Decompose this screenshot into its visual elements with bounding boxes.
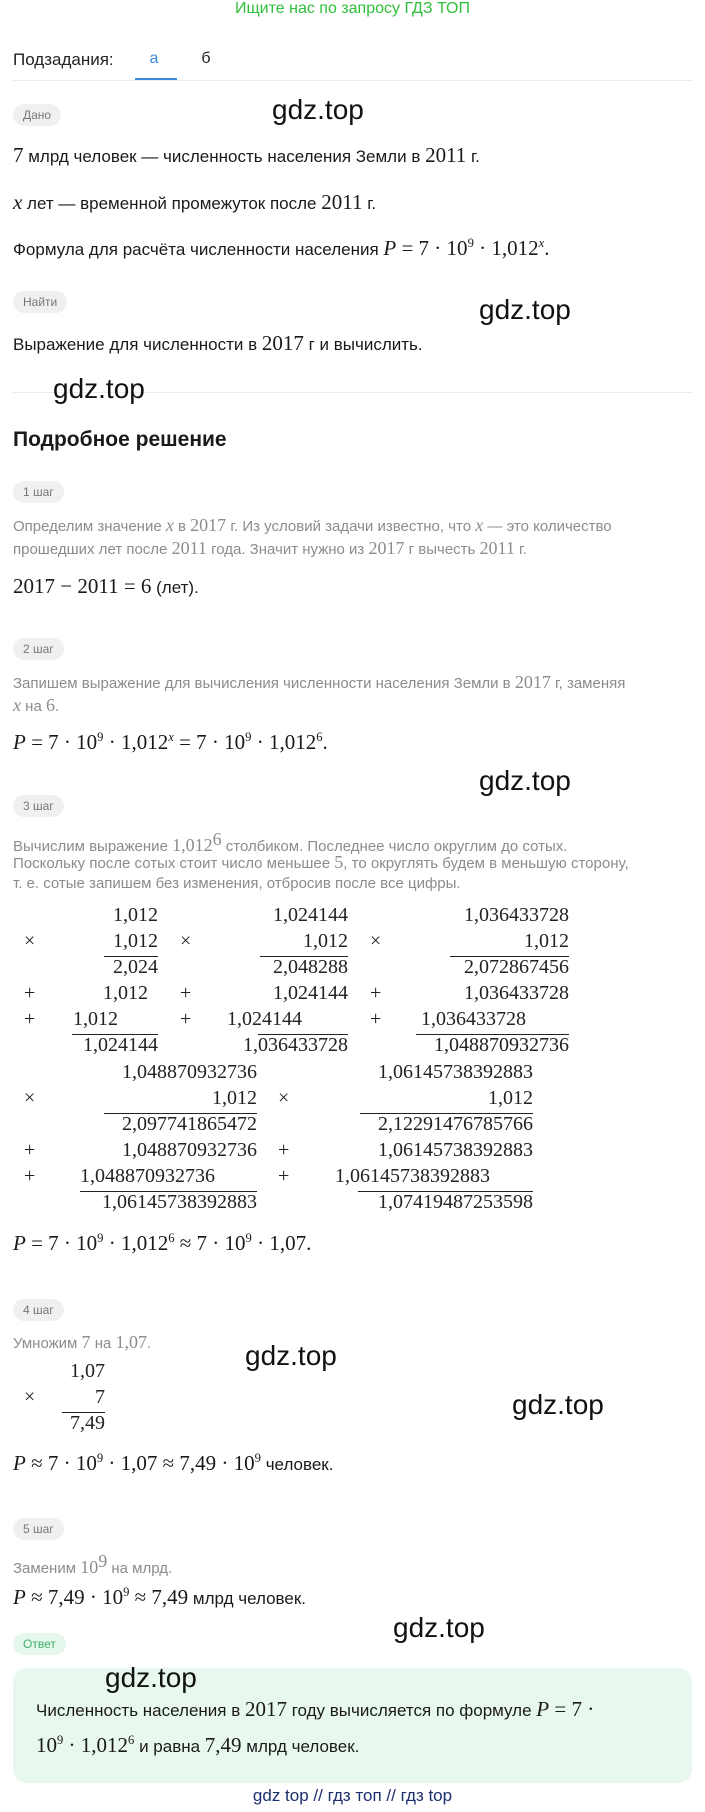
- plus-sign: +: [24, 982, 36, 1004]
- watermark: gdz.top: [479, 765, 571, 796]
- calc-5-sum: 1,07419487253598: [378, 1191, 533, 1213]
- calc-5-shift-2: 1,06145738392883: [335, 1165, 490, 1187]
- step-2-line-2: x на 6.: [13, 695, 60, 715]
- calc-3-factor-b: 1,012: [524, 930, 569, 952]
- step-4-badge: 4 шаг: [13, 1299, 64, 1321]
- calc-6-factor-a: 1,07: [70, 1360, 105, 1382]
- watermark: gdz.top: [245, 1340, 337, 1371]
- times-sign: ×: [24, 1386, 36, 1408]
- watermark: gdz.top: [272, 94, 364, 125]
- watermark: gdz.top: [512, 1389, 604, 1420]
- calc-3-shift-1: 1,036433728: [464, 982, 569, 1004]
- calc-4-partial: 2,097741865472: [122, 1113, 257, 1135]
- calc-4-sum: 1,06145738392883: [102, 1191, 257, 1213]
- calc-4-shift-1: 1,048870932736: [122, 1139, 257, 1161]
- watermark: gdz.top: [479, 294, 571, 325]
- watermark: gdz.top: [53, 373, 145, 404]
- calc-6-product: 7,49: [70, 1412, 105, 1434]
- step-2-line-1: Запишем выражение для вычисления численности населения Земли в 2017 г, заменяя: [13, 672, 626, 692]
- step-3-result: $P = 7 \cdot 10^9 \cdot 1,012^6 \approx 7 \cdot 10^9 \cdot 1,07$.: [13, 1231, 312, 1255]
- calc-3-shift-2: 1,036433728: [421, 1008, 526, 1030]
- calc-5-factor-a: 1,06145738392883: [378, 1061, 533, 1083]
- calc-2-sum: 1,036433728: [243, 1034, 348, 1056]
- step-5-line-1: Заменим $10^9$ на млрд.: [13, 1551, 173, 1577]
- calc-2-shift-1: 1,024144: [273, 982, 348, 1004]
- calc-6-factor-b: 7: [95, 1386, 105, 1408]
- step-1-line-1: Определим значение x в 2017 г. Из условий задачи известно, что x — это количество: [13, 515, 612, 535]
- step-3-badge: 3 шаг: [13, 795, 64, 817]
- calc-1-sum: 1,024144: [83, 1034, 158, 1056]
- times-sign: ×: [180, 930, 192, 952]
- divider: [13, 80, 692, 81]
- step-1-line-2: прошедших лет после 2011 года. Значит нужно из 2017 г вычесть 2011 г.: [13, 538, 527, 558]
- step-5-badge: 5 шаг: [13, 1518, 64, 1540]
- answer-badge: Ответ: [13, 1633, 66, 1655]
- times-sign: ×: [370, 930, 382, 952]
- given-line-1: 7 млрд человек — численность населения Земли в 2011 г.: [13, 143, 480, 167]
- plus-sign: +: [24, 1165, 36, 1187]
- given-line-2: x лет — временной промежуток после 2011 г.: [13, 190, 377, 214]
- calc-4-factor-a: 1,048870932736: [122, 1061, 257, 1083]
- footer-links[interactable]: gdz top // гдз топ // гдз top: [252, 1786, 453, 1805]
- plus-sign: +: [278, 1139, 290, 1161]
- times-sign: ×: [24, 1087, 36, 1109]
- calc-2-shift-2: 1,024144: [227, 1008, 302, 1030]
- calc-2-factor-a: 1,024144: [273, 904, 348, 926]
- calc-3-factor-a: 1,036433728: [464, 904, 569, 926]
- plus-sign: +: [370, 1008, 382, 1030]
- tab-b[interactable]: б: [201, 50, 211, 67]
- calc-5-factor-b: 1,012: [488, 1087, 533, 1109]
- subtasks-label: Подзадания:: [13, 50, 114, 69]
- step-2-badge: 2 шаг: [13, 638, 64, 660]
- calc-1-factor-a: 1,012: [113, 904, 158, 926]
- calc-5-shift-1: 1,06145738392883: [378, 1139, 533, 1161]
- calc-3-partial: 2,072867456: [464, 956, 569, 978]
- top-banner[interactable]: Ищите нас по запросу ГДЗ ТОП: [235, 0, 470, 17]
- answer-line-2: $10^9 \cdot 1,012^6$ и равна 7,49 млрд человек.: [36, 1733, 360, 1757]
- step-4-line-1: Умножим 7 на 1,07.: [13, 1332, 152, 1352]
- calc-2-factor-b: 1,012: [303, 930, 348, 952]
- calc-1-shift-2: 1,012: [73, 1008, 118, 1030]
- find-text: Выражение для численности в 2017 г и вычислить.: [13, 331, 423, 355]
- step-5-result: $P \approx 7,49 \cdot 10^9 \approx 7,49$ млрд человек.: [13, 1585, 306, 1609]
- plus-sign: +: [24, 1139, 36, 1161]
- calc-3-sum: 1,048870932736: [434, 1034, 569, 1056]
- calc-1-shift-1: 1,012: [103, 982, 148, 1004]
- calc-4-shift-2: 1,048870932736: [80, 1165, 215, 1187]
- find-badge: Найти: [13, 291, 67, 313]
- calc-1-factor-b: 1,012: [113, 930, 158, 952]
- tab-a[interactable]: а: [149, 50, 159, 67]
- plus-sign: +: [24, 1008, 36, 1030]
- step-4-result: $P \approx 7 \cdot 10^9 \cdot 1,07 \approx 7,49 \cdot 10^9$ человек.: [13, 1451, 334, 1475]
- plus-sign: +: [180, 982, 192, 1004]
- times-sign: ×: [278, 1087, 290, 1109]
- plus-sign: +: [180, 1008, 192, 1030]
- step-2-formula: $P = 7 \cdot 10^9 \cdot 1,012^x = 7 \cdot 10^9 \cdot 1,012^6$.: [13, 730, 328, 754]
- given-line-3: Формула для расчёта численности населения $P = 7 \cdot 10^9 \cdot 1,012^x$.: [13, 236, 550, 260]
- watermark: gdz.top: [393, 1612, 485, 1643]
- step-3-line-3: т. е. сотые запишем без изменения, отбросив после все цифры.: [13, 875, 461, 892]
- step-3-line-1: Вычислим выражение 1,012$^6$ столбиком. Последнее число округлим до сотых.: [13, 829, 568, 855]
- step-3-line-2: Поскольку после сотых стоит число меньшее 5, то округлять будем в меньшую сторону,: [13, 852, 629, 872]
- calc-5-partial: 2,12291476785766: [378, 1113, 533, 1135]
- step-1-result: 2017 − 2011 = 6 (лет).: [13, 574, 199, 598]
- calc-2-partial: 2,048288: [273, 956, 348, 978]
- answer-line-1: Численность населения в 2017 году вычисляется по формуле P = 7 ·: [36, 1697, 595, 1721]
- watermark: gdz.top: [105, 1662, 197, 1693]
- given-badge: Дано: [13, 104, 61, 126]
- plus-sign: +: [370, 982, 382, 1004]
- calc-4-factor-b: 1,012: [212, 1087, 257, 1109]
- calc-1-partial: 2,024: [113, 956, 158, 978]
- solution-title: Подробное решение: [13, 428, 227, 451]
- times-sign: ×: [24, 930, 36, 952]
- step-1-badge: 1 шаг: [13, 481, 64, 503]
- plus-sign: +: [278, 1165, 290, 1187]
